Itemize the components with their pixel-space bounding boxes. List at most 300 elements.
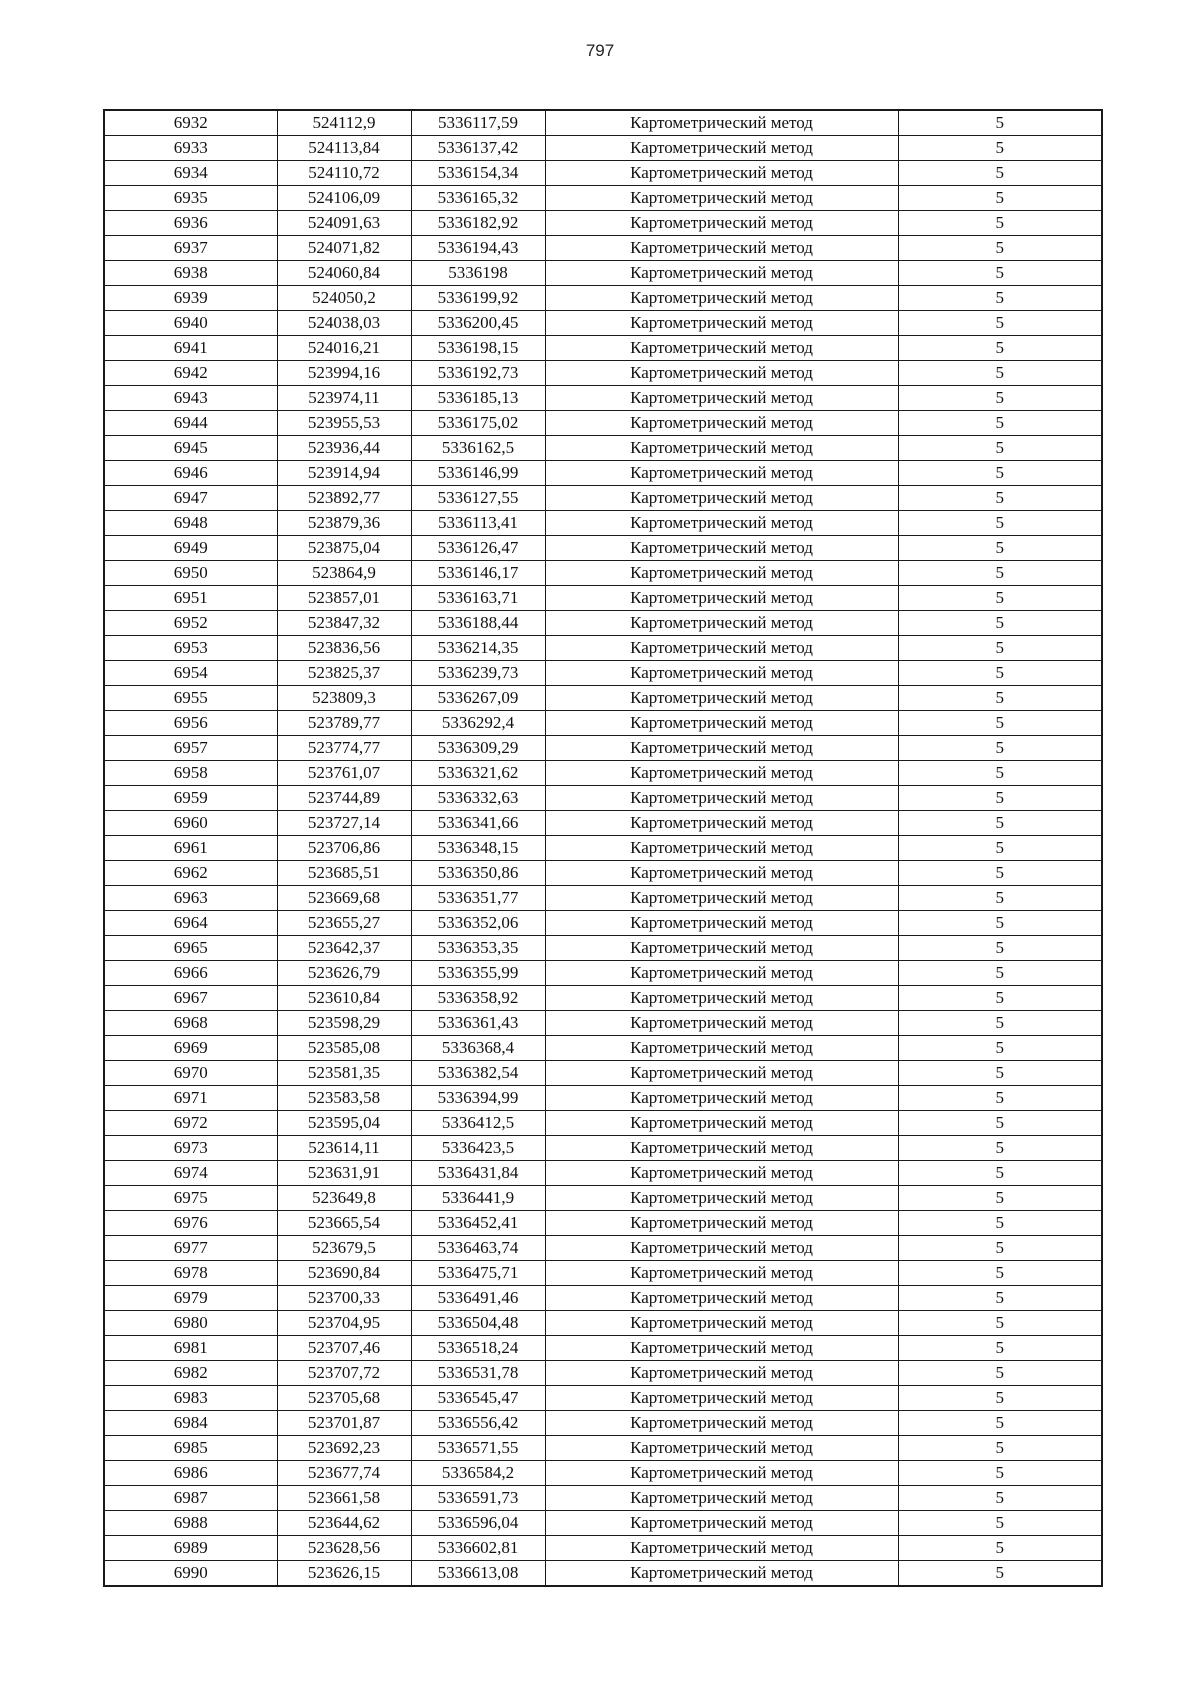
x-coordinate-cell: 523974,11 xyxy=(277,386,411,411)
accuracy-cell: 5 xyxy=(898,811,1102,836)
x-coordinate-cell: 523665,54 xyxy=(277,1211,411,1236)
method-cell: Картометрический метод xyxy=(545,686,898,711)
point-number-cell: 6955 xyxy=(104,686,277,711)
point-number-cell: 6983 xyxy=(104,1386,277,1411)
point-number-cell: 6945 xyxy=(104,436,277,461)
point-number-cell: 6965 xyxy=(104,936,277,961)
y-coordinate-cell: 5336368,4 xyxy=(411,1036,545,1061)
accuracy-cell: 5 xyxy=(898,1136,1102,1161)
y-coordinate-cell: 5336475,71 xyxy=(411,1261,545,1286)
table-row xyxy=(104,586,1102,611)
y-coordinate-cell: 5336163,71 xyxy=(411,586,545,611)
method-cell: Картометрический метод xyxy=(545,1311,898,1336)
y-coordinate-cell: 5336352,06 xyxy=(411,911,545,936)
x-coordinate-cell: 523727,14 xyxy=(277,811,411,836)
y-coordinate-cell: 5336198,15 xyxy=(411,336,545,361)
point-number-cell: 6958 xyxy=(104,761,277,786)
x-coordinate-cell: 523994,16 xyxy=(277,361,411,386)
method-cell: Картометрический метод xyxy=(545,636,898,661)
y-coordinate-cell: 5336518,24 xyxy=(411,1336,545,1361)
y-coordinate-cell: 5336321,62 xyxy=(411,761,545,786)
x-coordinate-cell: 523581,35 xyxy=(277,1061,411,1086)
accuracy-cell: 5 xyxy=(898,1436,1102,1461)
x-coordinate-cell: 523825,37 xyxy=(277,661,411,686)
point-number-cell: 6949 xyxy=(104,536,277,561)
accuracy-cell: 5 xyxy=(898,386,1102,411)
y-coordinate-cell: 5336602,81 xyxy=(411,1536,545,1561)
method-cell: Картометрический метод xyxy=(545,1386,898,1411)
table-row xyxy=(104,511,1102,536)
method-cell: Картометрический метод xyxy=(545,1486,898,1511)
table-row xyxy=(104,611,1102,636)
y-coordinate-cell: 5336175,02 xyxy=(411,411,545,436)
x-coordinate-cell: 524050,2 xyxy=(277,286,411,311)
accuracy-cell: 5 xyxy=(898,961,1102,986)
accuracy-cell: 5 xyxy=(898,1561,1102,1587)
method-cell: Картометрический метод xyxy=(545,511,898,536)
y-coordinate-cell: 5336350,86 xyxy=(411,861,545,886)
y-coordinate-cell: 5336185,13 xyxy=(411,386,545,411)
point-number-cell: 6967 xyxy=(104,986,277,1011)
table-row xyxy=(104,1361,1102,1386)
table-row xyxy=(104,1186,1102,1211)
x-coordinate-cell: 523690,84 xyxy=(277,1261,411,1286)
method-cell: Картометрический метод xyxy=(545,936,898,961)
y-coordinate-cell: 5336394,99 xyxy=(411,1086,545,1111)
point-number-cell: 6951 xyxy=(104,586,277,611)
table-row xyxy=(104,886,1102,911)
table-row xyxy=(104,636,1102,661)
x-coordinate-cell: 523704,95 xyxy=(277,1311,411,1336)
method-cell: Картометрический метод xyxy=(545,1161,898,1186)
accuracy-cell: 5 xyxy=(898,411,1102,436)
y-coordinate-cell: 5336584,2 xyxy=(411,1461,545,1486)
table-row xyxy=(104,1386,1102,1411)
y-coordinate-cell: 5336353,35 xyxy=(411,936,545,961)
accuracy-cell: 5 xyxy=(898,1411,1102,1436)
x-coordinate-cell: 523701,87 xyxy=(277,1411,411,1436)
y-coordinate-cell: 5336556,42 xyxy=(411,1411,545,1436)
method-cell: Картометрический метод xyxy=(545,1286,898,1311)
accuracy-cell: 5 xyxy=(898,1111,1102,1136)
x-coordinate-cell: 523626,79 xyxy=(277,961,411,986)
accuracy-cell: 5 xyxy=(898,1086,1102,1111)
table-row xyxy=(104,211,1102,236)
accuracy-cell: 5 xyxy=(898,161,1102,186)
method-cell: Картометрический метод xyxy=(545,611,898,636)
point-number-cell: 6981 xyxy=(104,1336,277,1361)
point-number-cell: 6989 xyxy=(104,1536,277,1561)
x-coordinate-cell: 524106,09 xyxy=(277,186,411,211)
method-cell: Картометрический метод xyxy=(545,1461,898,1486)
x-coordinate-cell: 523700,33 xyxy=(277,1286,411,1311)
point-number-cell: 6978 xyxy=(104,1261,277,1286)
table-row xyxy=(104,911,1102,936)
y-coordinate-cell: 5336146,99 xyxy=(411,461,545,486)
point-number-cell: 6969 xyxy=(104,1036,277,1061)
x-coordinate-cell: 524110,72 xyxy=(277,161,411,186)
x-coordinate-cell: 523628,56 xyxy=(277,1536,411,1561)
point-number-cell: 6984 xyxy=(104,1411,277,1436)
point-number-cell: 6935 xyxy=(104,186,277,211)
table-row xyxy=(104,661,1102,686)
accuracy-cell: 5 xyxy=(898,461,1102,486)
accuracy-cell: 5 xyxy=(898,586,1102,611)
method-cell: Картометрический метод xyxy=(545,1086,898,1111)
accuracy-cell: 5 xyxy=(898,736,1102,761)
point-number-cell: 6979 xyxy=(104,1286,277,1311)
table-row xyxy=(104,1436,1102,1461)
table-row xyxy=(104,1336,1102,1361)
y-coordinate-cell: 5336162,5 xyxy=(411,436,545,461)
point-number-cell: 6959 xyxy=(104,786,277,811)
point-number-cell: 6940 xyxy=(104,311,277,336)
y-coordinate-cell: 5336127,55 xyxy=(411,486,545,511)
method-cell: Картометрический метод xyxy=(545,1361,898,1386)
y-coordinate-cell: 5336188,44 xyxy=(411,611,545,636)
method-cell: Картометрический метод xyxy=(545,186,898,211)
method-cell: Картометрический метод xyxy=(545,911,898,936)
method-cell: Картометрический метод xyxy=(545,786,898,811)
x-coordinate-cell: 523955,53 xyxy=(277,411,411,436)
point-number-cell: 6946 xyxy=(104,461,277,486)
x-coordinate-cell: 523936,44 xyxy=(277,436,411,461)
y-coordinate-cell: 5336358,92 xyxy=(411,986,545,1011)
method-cell: Картометрический метод xyxy=(545,1036,898,1061)
table-row xyxy=(104,1111,1102,1136)
method-cell: Картометрический метод xyxy=(545,136,898,161)
y-coordinate-cell: 5336431,84 xyxy=(411,1161,545,1186)
method-cell: Картометрический метод xyxy=(545,861,898,886)
method-cell: Картометрический метод xyxy=(545,1011,898,1036)
accuracy-cell: 5 xyxy=(898,1036,1102,1061)
x-coordinate-cell: 523655,27 xyxy=(277,911,411,936)
x-coordinate-cell: 523642,37 xyxy=(277,936,411,961)
point-number-cell: 6934 xyxy=(104,161,277,186)
method-cell: Картометрический метод xyxy=(545,711,898,736)
y-coordinate-cell: 5336412,5 xyxy=(411,1111,545,1136)
accuracy-cell: 5 xyxy=(898,1186,1102,1211)
method-cell: Картометрический метод xyxy=(545,1436,898,1461)
method-cell: Картометрический метод xyxy=(545,1236,898,1261)
table-row xyxy=(104,561,1102,586)
table-row xyxy=(104,411,1102,436)
table-row xyxy=(104,1311,1102,1336)
x-coordinate-cell: 523914,94 xyxy=(277,461,411,486)
x-coordinate-cell: 523644,62 xyxy=(277,1511,411,1536)
x-coordinate-cell: 524112,9 xyxy=(277,110,411,136)
point-number-cell: 6964 xyxy=(104,911,277,936)
accuracy-cell: 5 xyxy=(898,986,1102,1011)
point-number-cell: 6990 xyxy=(104,1561,277,1587)
point-number-cell: 6939 xyxy=(104,286,277,311)
method-cell: Картометрический метод xyxy=(545,311,898,336)
y-coordinate-cell: 5336351,77 xyxy=(411,886,545,911)
accuracy-cell: 5 xyxy=(898,1336,1102,1361)
y-coordinate-cell: 5336214,35 xyxy=(411,636,545,661)
point-number-cell: 6941 xyxy=(104,336,277,361)
point-number-cell: 6977 xyxy=(104,1236,277,1261)
method-cell: Картометрический метод xyxy=(545,1561,898,1587)
point-number-cell: 6985 xyxy=(104,1436,277,1461)
y-coordinate-cell: 5336341,66 xyxy=(411,811,545,836)
accuracy-cell: 5 xyxy=(898,611,1102,636)
point-number-cell: 6954 xyxy=(104,661,277,686)
point-number-cell: 6975 xyxy=(104,1186,277,1211)
table-row xyxy=(104,1511,1102,1536)
table-row xyxy=(104,486,1102,511)
table-row xyxy=(104,1486,1102,1511)
table-row xyxy=(104,536,1102,561)
table-row xyxy=(104,1136,1102,1161)
accuracy-cell: 5 xyxy=(898,136,1102,161)
accuracy-cell: 5 xyxy=(898,261,1102,286)
method-cell: Картометрический метод xyxy=(545,886,898,911)
point-number-cell: 6943 xyxy=(104,386,277,411)
accuracy-cell: 5 xyxy=(898,511,1102,536)
y-coordinate-cell: 5336441,9 xyxy=(411,1186,545,1211)
table-row xyxy=(104,686,1102,711)
table-row xyxy=(104,1011,1102,1036)
point-number-cell: 6987 xyxy=(104,1486,277,1511)
method-cell: Картометрический метод xyxy=(545,1536,898,1561)
y-coordinate-cell: 5336113,41 xyxy=(411,511,545,536)
accuracy-cell: 5 xyxy=(898,211,1102,236)
accuracy-cell: 5 xyxy=(898,1236,1102,1261)
y-coordinate-cell: 5336146,17 xyxy=(411,561,545,586)
method-cell: Картометрический метод xyxy=(545,811,898,836)
point-number-cell: 6982 xyxy=(104,1361,277,1386)
y-coordinate-cell: 5336531,78 xyxy=(411,1361,545,1386)
table-row xyxy=(104,1261,1102,1286)
table-row xyxy=(104,286,1102,311)
y-coordinate-cell: 5336267,09 xyxy=(411,686,545,711)
point-number-cell: 6932 xyxy=(104,110,277,136)
accuracy-cell: 5 xyxy=(898,936,1102,961)
table-row xyxy=(104,1561,1102,1587)
method-cell: Картометрический метод xyxy=(545,1061,898,1086)
table-row xyxy=(104,936,1102,961)
y-coordinate-cell: 5336613,08 xyxy=(411,1561,545,1587)
point-number-cell: 6961 xyxy=(104,836,277,861)
y-coordinate-cell: 5336182,92 xyxy=(411,211,545,236)
y-coordinate-cell: 5336165,32 xyxy=(411,186,545,211)
accuracy-cell: 5 xyxy=(898,1536,1102,1561)
y-coordinate-cell: 5336355,99 xyxy=(411,961,545,986)
x-coordinate-cell: 524060,84 xyxy=(277,261,411,286)
accuracy-cell: 5 xyxy=(898,786,1102,811)
accuracy-cell: 5 xyxy=(898,1486,1102,1511)
y-coordinate-cell: 5336199,92 xyxy=(411,286,545,311)
table-row xyxy=(104,861,1102,886)
coordinates-table xyxy=(103,109,1103,1587)
point-number-cell: 6980 xyxy=(104,1311,277,1336)
point-number-cell: 6936 xyxy=(104,211,277,236)
y-coordinate-cell: 5336137,42 xyxy=(411,136,545,161)
y-coordinate-cell: 5336545,47 xyxy=(411,1386,545,1411)
point-number-cell: 6966 xyxy=(104,961,277,986)
method-cell: Картометрический метод xyxy=(545,961,898,986)
y-coordinate-cell: 5336192,73 xyxy=(411,361,545,386)
accuracy-cell: 5 xyxy=(898,486,1102,511)
point-number-cell: 6974 xyxy=(104,1161,277,1186)
y-coordinate-cell: 5336309,29 xyxy=(411,736,545,761)
point-number-cell: 6948 xyxy=(104,511,277,536)
x-coordinate-cell: 523585,08 xyxy=(277,1036,411,1061)
x-coordinate-cell: 523857,01 xyxy=(277,586,411,611)
accuracy-cell: 5 xyxy=(898,236,1102,261)
accuracy-cell: 5 xyxy=(898,711,1102,736)
method-cell: Картометрический метод xyxy=(545,361,898,386)
x-coordinate-cell: 523706,86 xyxy=(277,836,411,861)
point-number-cell: 6956 xyxy=(104,711,277,736)
table-row xyxy=(104,1461,1102,1486)
method-cell: Картометрический метод xyxy=(545,1136,898,1161)
point-number-cell: 6970 xyxy=(104,1061,277,1086)
table-row xyxy=(104,711,1102,736)
x-coordinate-cell: 523661,58 xyxy=(277,1486,411,1511)
accuracy-cell: 5 xyxy=(898,911,1102,936)
method-cell: Картометрический метод xyxy=(545,1336,898,1361)
accuracy-cell: 5 xyxy=(898,311,1102,336)
y-coordinate-cell: 5336382,54 xyxy=(411,1061,545,1086)
x-coordinate-cell: 523614,11 xyxy=(277,1136,411,1161)
accuracy-cell: 5 xyxy=(898,636,1102,661)
point-number-cell: 6988 xyxy=(104,1511,277,1536)
y-coordinate-cell: 5336332,63 xyxy=(411,786,545,811)
point-number-cell: 6938 xyxy=(104,261,277,286)
x-coordinate-cell: 524016,21 xyxy=(277,336,411,361)
x-coordinate-cell: 523677,74 xyxy=(277,1461,411,1486)
method-cell: Картометрический метод xyxy=(545,161,898,186)
method-cell: Картометрический метод xyxy=(545,261,898,286)
table-row xyxy=(104,361,1102,386)
table-row xyxy=(104,1286,1102,1311)
point-number-cell: 6963 xyxy=(104,886,277,911)
x-coordinate-cell: 523707,46 xyxy=(277,1336,411,1361)
table-row xyxy=(104,1236,1102,1261)
y-coordinate-cell: 5336198 xyxy=(411,261,545,286)
x-coordinate-cell: 524071,82 xyxy=(277,236,411,261)
accuracy-cell: 5 xyxy=(898,1461,1102,1486)
y-coordinate-cell: 5336423,5 xyxy=(411,1136,545,1161)
x-coordinate-cell: 523679,5 xyxy=(277,1236,411,1261)
method-cell: Картометрический метод xyxy=(545,1186,898,1211)
accuracy-cell: 5 xyxy=(898,1361,1102,1386)
point-number-cell: 6972 xyxy=(104,1111,277,1136)
accuracy-cell: 5 xyxy=(898,1286,1102,1311)
point-number-cell: 6933 xyxy=(104,136,277,161)
accuracy-cell: 5 xyxy=(898,886,1102,911)
method-cell: Картометрический метод xyxy=(545,661,898,686)
accuracy-cell: 5 xyxy=(898,1511,1102,1536)
x-coordinate-cell: 523705,68 xyxy=(277,1386,411,1411)
table-row xyxy=(104,986,1102,1011)
x-coordinate-cell: 523598,29 xyxy=(277,1011,411,1036)
y-coordinate-cell: 5336200,45 xyxy=(411,311,545,336)
table-row xyxy=(104,1086,1102,1111)
point-number-cell: 6947 xyxy=(104,486,277,511)
point-number-cell: 6971 xyxy=(104,1086,277,1111)
method-cell: Картометрический метод xyxy=(545,1111,898,1136)
accuracy-cell: 5 xyxy=(898,1061,1102,1086)
point-number-cell: 6960 xyxy=(104,811,277,836)
table-row xyxy=(104,836,1102,861)
point-number-cell: 6937 xyxy=(104,236,277,261)
y-coordinate-cell: 5336117,59 xyxy=(411,110,545,136)
point-number-cell: 6976 xyxy=(104,1211,277,1236)
method-cell: Картометрический метод xyxy=(545,586,898,611)
y-coordinate-cell: 5336194,43 xyxy=(411,236,545,261)
point-number-cell: 6957 xyxy=(104,736,277,761)
table-row xyxy=(104,461,1102,486)
x-coordinate-cell: 523669,68 xyxy=(277,886,411,911)
x-coordinate-cell: 524038,03 xyxy=(277,311,411,336)
table-row xyxy=(104,1411,1102,1436)
x-coordinate-cell: 523610,84 xyxy=(277,986,411,1011)
x-coordinate-cell: 523649,8 xyxy=(277,1186,411,1211)
method-cell: Картометрический метод xyxy=(545,836,898,861)
y-coordinate-cell: 5336348,15 xyxy=(411,836,545,861)
accuracy-cell: 5 xyxy=(898,361,1102,386)
method-cell: Картометрический метод xyxy=(545,1211,898,1236)
x-coordinate-cell: 523875,04 xyxy=(277,536,411,561)
method-cell: Картометрический метод xyxy=(545,561,898,586)
y-coordinate-cell: 5336452,41 xyxy=(411,1211,545,1236)
point-number-cell: 6942 xyxy=(104,361,277,386)
table-row xyxy=(104,236,1102,261)
table-row xyxy=(104,436,1102,461)
point-number-cell: 6986 xyxy=(104,1461,277,1486)
accuracy-cell: 5 xyxy=(898,1211,1102,1236)
accuracy-cell: 5 xyxy=(898,336,1102,361)
table-row xyxy=(104,261,1102,286)
x-coordinate-cell: 523836,56 xyxy=(277,636,411,661)
accuracy-cell: 5 xyxy=(898,1261,1102,1286)
x-coordinate-cell: 523892,77 xyxy=(277,486,411,511)
y-coordinate-cell: 5336239,73 xyxy=(411,661,545,686)
accuracy-cell: 5 xyxy=(898,661,1102,686)
accuracy-cell: 5 xyxy=(898,436,1102,461)
point-number-cell: 6944 xyxy=(104,411,277,436)
table-row xyxy=(104,110,1102,136)
coordinates-table-body xyxy=(104,110,1102,1586)
method-cell: Картометрический метод xyxy=(545,736,898,761)
method-cell: Картометрический метод xyxy=(545,1511,898,1536)
method-cell: Картометрический метод xyxy=(545,110,898,136)
x-coordinate-cell: 523626,15 xyxy=(277,1561,411,1587)
table-row xyxy=(104,786,1102,811)
accuracy-cell: 5 xyxy=(898,561,1102,586)
table-row xyxy=(104,186,1102,211)
table-row xyxy=(104,1061,1102,1086)
table-row xyxy=(104,336,1102,361)
x-coordinate-cell: 523864,9 xyxy=(277,561,411,586)
point-number-cell: 6962 xyxy=(104,861,277,886)
method-cell: Картометрический метод xyxy=(545,1411,898,1436)
method-cell: Картометрический метод xyxy=(545,1261,898,1286)
table-row xyxy=(104,761,1102,786)
x-coordinate-cell: 523809,3 xyxy=(277,686,411,711)
y-coordinate-cell: 5336491,46 xyxy=(411,1286,545,1311)
method-cell: Картометрический метод xyxy=(545,286,898,311)
y-coordinate-cell: 5336504,48 xyxy=(411,1311,545,1336)
x-coordinate-cell: 523789,77 xyxy=(277,711,411,736)
accuracy-cell: 5 xyxy=(898,1011,1102,1036)
y-coordinate-cell: 5336361,43 xyxy=(411,1011,545,1036)
accuracy-cell: 5 xyxy=(898,110,1102,136)
x-coordinate-cell: 524091,63 xyxy=(277,211,411,236)
